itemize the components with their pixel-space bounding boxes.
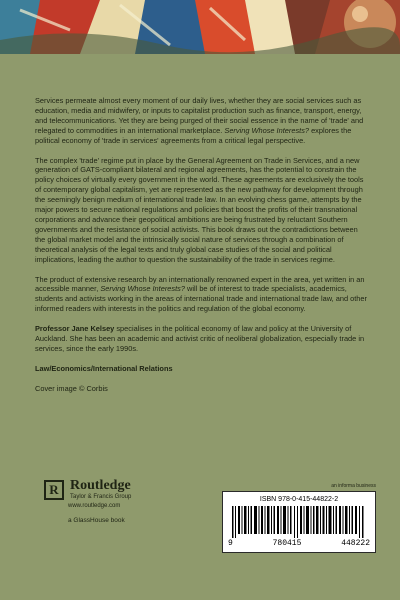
blurb-text: The product of extensive research by an internationally renowned expert in the area, yet written in an accessible manner,	[35, 274, 365, 294]
author-bio	[35, 324, 367, 354]
blurb-text: will be of interest to trade specialists, academics, students and activists working in the areas of international trade and international trade law, and other informed readers with interests in the politics and regulation of the global economy.	[35, 284, 367, 314]
routledge-logo-icon: R	[44, 480, 64, 500]
barcode-digits-right: 448222	[341, 539, 370, 548]
blurb-text: explores the political economy of 'trade in services' agreements from a critical legal perspective.	[35, 125, 352, 145]
blurb-paragraph-3	[35, 275, 367, 315]
informa-tagline: an informa business	[331, 483, 376, 489]
cover-art-image	[0, 0, 400, 54]
back-cover-text	[35, 96, 367, 404]
barcode-area	[222, 483, 376, 553]
author-name: Professor Jane Kelsey	[35, 324, 115, 334]
publisher-url: www.routledge.com	[68, 503, 121, 509]
blurb-paragraph-2: The complex 'trade' regime put in place by the General Agreement on Trade in Services, and a new generation of GATS-compliant bilateral and regional agreements, has the potential to constrain the policy choices of virtually every government in the world. These agreements are exclusively the tools of contemporary global capitalism, yet are represented as the new pathway for development through the seemingly benign medium of international trade law. In an evolving chess game, attempts by the major powers to secure national regulations and policies that boost the profits of their transnational corporations and advance their geopolitical ambitions are being frustrated by reluctant Southern governments and the resistance of social activists. This book draws out the contradictions between the global market model and the intrinsically social nature of services through a combination of theoretical analysis of the legal texts and truly global case studies of the social and political implications, leading the author to question the sustainability of the trade in services regime.	[35, 155, 364, 264]
barcode-digits	[228, 539, 370, 548]
barcode-digit-lead: 9	[228, 539, 233, 548]
barcode-icon	[228, 506, 370, 538]
author-bio-text: specialises in the political economy of law and policy at the University of Auckland. She has been an academic and activist critic of neoliberal globalization, especially trade in services, since the early 1990s.	[35, 324, 365, 353]
blurb-text: Services permeate almost every moment of our daily lives, whether they are social services such as education, media and midwifery, or inputs to capitalist production such as finance, transport, energy, and telecommunications. Yet they are being purged of their social essence in the name of 'trade' and relegated to commodities in an international marketplace.	[35, 96, 364, 135]
blurb-paragraph-1	[35, 96, 367, 146]
book-title-italic: Serving Whose Interests?	[224, 125, 310, 135]
subject-category: Law/Economics/International Relations	[35, 363, 173, 373]
book-title-italic: Serving Whose Interests?	[100, 284, 185, 294]
publisher-block	[44, 479, 194, 524]
cover-image-credit: Cover image © Corbis	[35, 383, 108, 393]
publisher-group: Taylor & Francis Group	[70, 494, 132, 500]
isbn-barcode-box	[222, 491, 376, 553]
publisher-logo	[44, 479, 194, 501]
isbn-number: ISBN 978-0-415-44822-2	[259, 496, 339, 503]
publisher-name: Routledge	[70, 478, 131, 493]
cover-art-strip	[0, 0, 400, 54]
publisher-imprint: a GlassHouse book	[68, 517, 125, 524]
barcode-digits-left: 780415	[272, 539, 302, 548]
